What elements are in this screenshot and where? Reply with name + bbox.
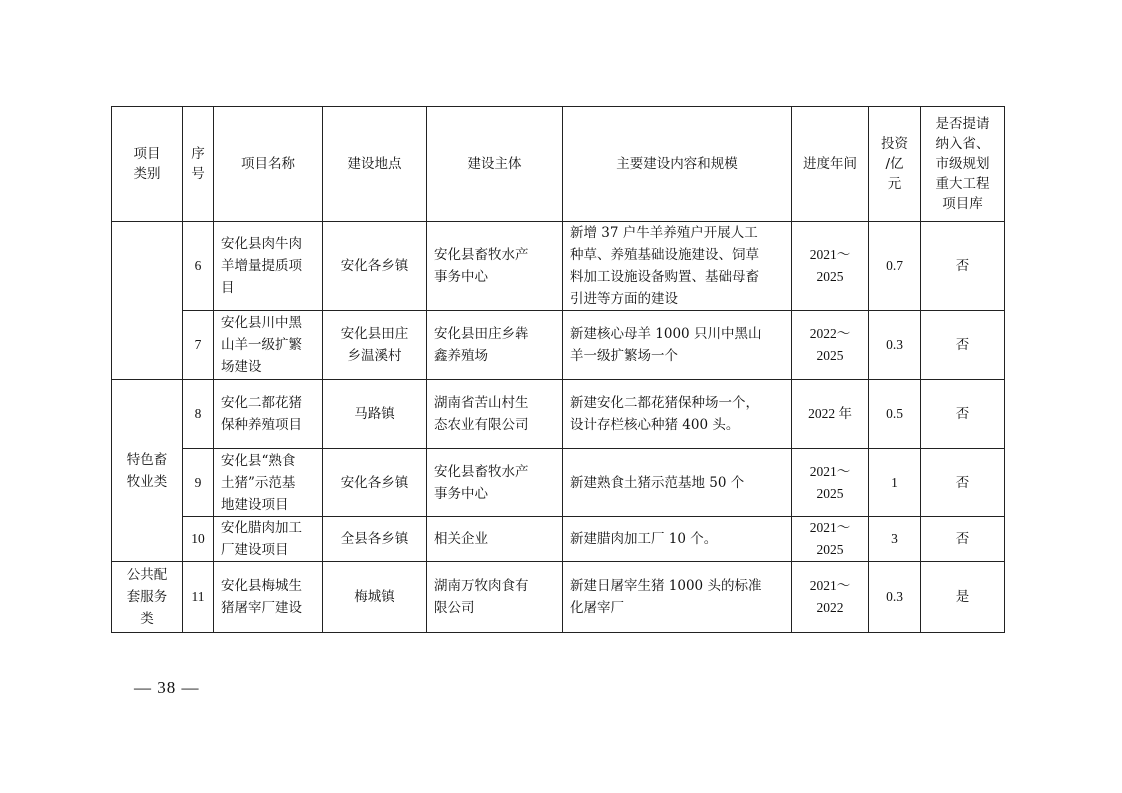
subject-cell: 相关企业: [427, 517, 563, 562]
subject-cell: 安化县田庄乡犇 鑫养殖场: [427, 311, 563, 380]
location-cell: 安化各乡镇: [323, 449, 427, 517]
name-cell: 安化县“熟食 土猪”示范基 地建设项目: [214, 449, 323, 517]
seq-cell: 10: [183, 517, 214, 562]
category-cell: 特色畜 牧业类: [112, 380, 183, 562]
seq-cell: 8: [183, 380, 214, 449]
name-cell: 安化腊肉加工 厂建设项目: [214, 517, 323, 562]
header-seq: 序 号: [183, 107, 214, 222]
included-cell: 是: [921, 562, 1005, 633]
seq-cell: 9: [183, 449, 214, 517]
header-included: 是否提请 纳入省、 市级规划 重大工程 项目库: [921, 107, 1005, 222]
table-row: [112, 311, 1005, 380]
years-cell: 2021～ 2025: [792, 222, 869, 311]
seq-cell: 11: [183, 562, 214, 633]
content-cell: 新建日屠宰生猪 1000 头的标准 化屠宰厂: [563, 562, 792, 633]
content-cell: 新增 37 户牛羊养殖户开展人工 种草、养殖基础设施建设、饲草 料加工设施设备购置、基础母畜 引进等方面的建设: [563, 222, 792, 311]
location-cell: 安化县田庄 乡温溪村: [323, 311, 427, 380]
name-cell: 安化县肉牛肉 羊增量提质项 目: [214, 222, 323, 311]
header-invest: 投资 /亿 元: [869, 107, 921, 222]
page-number: — 38 —: [134, 678, 200, 697]
name-cell: 安化二都花猪 保种养殖项目: [214, 380, 323, 449]
years-cell: 2022 年: [792, 380, 869, 449]
invest-cell: 3: [869, 517, 921, 562]
included-cell: 否: [921, 222, 1005, 311]
table-row: [112, 562, 1005, 633]
projects-table: [111, 106, 1005, 633]
subject-cell: 湖南省苦山村生 态农业有限公司: [427, 380, 563, 449]
subject-cell: 安化县畜牧水产 事务中心: [427, 222, 563, 311]
table-row: [112, 449, 1005, 517]
subject-cell: 安化县畜牧水产 事务中心: [427, 449, 563, 517]
location-cell: 梅城镇: [323, 562, 427, 633]
content-cell: 新建核心母羊 1000 只川中黑山 羊一级扩繁场一个: [563, 311, 792, 380]
included-cell: 否: [921, 380, 1005, 449]
header-subject: 建设主体: [427, 107, 563, 222]
years-cell: 2021～ 2025: [792, 517, 869, 562]
header-years: 进度年间: [792, 107, 869, 222]
table-header-row: [112, 107, 1005, 222]
years-cell: 2021～ 2025: [792, 449, 869, 517]
location-cell: 马路镇: [323, 380, 427, 449]
location-cell: 安化各乡镇: [323, 222, 427, 311]
invest-cell: 1: [869, 449, 921, 517]
table-row: [112, 380, 1005, 449]
category-cell-continued: [112, 222, 183, 380]
invest-cell: 0.5: [869, 380, 921, 449]
years-cell: 2021～ 2022: [792, 562, 869, 633]
content-cell: 新建腊肉加工厂 10 个。: [563, 517, 792, 562]
header-location: 建设地点: [323, 107, 427, 222]
years-cell: 2022～ 2025: [792, 311, 869, 380]
header-category: 项目 类别: [112, 107, 183, 222]
subject-cell: 湖南万牧肉食有 限公司: [427, 562, 563, 633]
included-cell: 否: [921, 449, 1005, 517]
name-cell: 安化县梅城生 猪屠宰厂建设: [214, 562, 323, 633]
header-name: 项目名称: [214, 107, 323, 222]
table-row: [112, 222, 1005, 311]
content-cell: 新建安化二都花猪保种场一个， 设计存栏核心种猪 400 头。: [563, 380, 792, 449]
location-cell: 全县各乡镇: [323, 517, 427, 562]
invest-cell: 0.7: [869, 222, 921, 311]
seq-cell: 6: [183, 222, 214, 311]
included-cell: 否: [921, 311, 1005, 380]
table-row: [112, 517, 1005, 562]
included-cell: 否: [921, 517, 1005, 562]
category-cell: 公共配 套服务 类: [112, 562, 183, 633]
header-content: 主要建设内容和规模: [563, 107, 792, 222]
seq-cell: 7: [183, 311, 214, 380]
name-cell: 安化县川中黑 山羊一级扩繁 场建设: [214, 311, 323, 380]
content-cell: 新建熟食土猪示范基地 50 个: [563, 449, 792, 517]
invest-cell: 0.3: [869, 562, 921, 633]
invest-cell: 0.3: [869, 311, 921, 380]
